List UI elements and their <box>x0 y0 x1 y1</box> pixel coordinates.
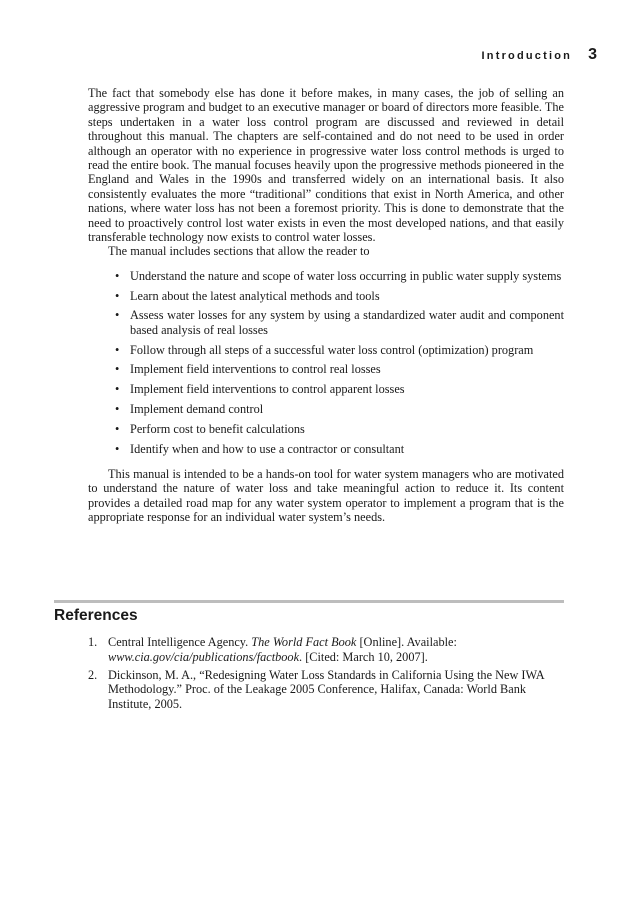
body-paragraph-1: The fact that somebody else has done it before makes, in many cases, the job of selling an aggressive program and budget to an executive manager or board of directors more feasible. The steps undertaken in a water loss control program are discussed and reviewed in detail throughout this manual. The chapters are self-contained and do not need to be used in order although an operator with no experience in progressive water loss control methods is urged to read the entire book. The manual focuses heavily upon the progressive methods pioneered in the England and Wales in the 1990s and transferred widely on an international basis. It also consistently evaluates the more “traditional” conditions that exist in North America, and other nations, where water loss has not been a foremost priority. This is done to demonstrate that the need to proactively control lost water exists in even the most developed nations, and that easily transferable technology now exists to control water losses. <box>88 86 564 245</box>
list-item <box>112 422 564 436</box>
running-header <box>482 46 597 64</box>
bullet-icon: • <box>115 288 120 303</box>
list-item <box>112 289 564 303</box>
reference-url: www.cia.gov/cia/publications/factbook <box>108 649 300 664</box>
references-list <box>88 635 564 715</box>
bullet-icon: • <box>115 402 120 417</box>
bullet-icon: • <box>115 421 120 436</box>
list-item-text: Assess water losses for any system by using a standardized water audit and component based analysis of real losses <box>130 308 564 337</box>
list-item-text: Implement field interventions to control real losses <box>130 362 381 377</box>
list-item <box>112 382 564 396</box>
list-item-text: Follow through all steps of a successful water loss control (optimization) program <box>130 342 534 357</box>
references-heading: References <box>54 607 138 624</box>
bullet-icon: • <box>115 268 120 283</box>
reference-number: 1. <box>88 635 98 649</box>
list-item <box>112 308 564 337</box>
closing-paragraph: This manual is intended to be a hands-on tool for water system managers who are motivated to understand the nature of water loss and take meaningful action to reduce it. Its content provides a detailed road map for any water system operator to implement a program that is the appropriate response for an individual water system’s needs. <box>88 467 564 525</box>
list-item-text: Understand the nature and scope of water loss occurring in public water supply systems <box>130 268 562 283</box>
reference-text-part: [Online]. Available: <box>356 635 457 649</box>
reference-item <box>88 635 564 665</box>
list-item <box>112 362 564 376</box>
bullet-icon: • <box>115 382 120 397</box>
list-item <box>112 402 564 416</box>
reference-title: The World Fact Book <box>251 635 357 649</box>
running-header-section-title: Introduction <box>481 50 573 62</box>
reference-text: Dickinson, M. A., “Redesigning Water Loss Standards in California Using the New IWA Methodology.” Proc. of the Leakage 2005 Conference, Halifax, Canada: World Bank Institute, 2005. <box>108 667 544 712</box>
list-item <box>112 343 564 357</box>
list-item <box>112 442 564 456</box>
list-item-text: Implement field interventions to control apparent losses <box>130 382 405 397</box>
list-item-text: Learn about the latest analytical methods and tools <box>130 288 380 303</box>
main-text <box>88 86 564 525</box>
list-item <box>112 269 564 283</box>
page-number: 3 <box>588 46 597 63</box>
bullet-icon: • <box>115 308 120 323</box>
bullet-list <box>88 269 564 456</box>
list-item-text: Implement demand control <box>130 402 264 417</box>
bullet-list-intro: The manual includes sections that allow the reader to <box>108 244 370 259</box>
reference-text-part: Central Intelligence Agency. <box>108 635 252 649</box>
bullet-icon: • <box>115 362 120 377</box>
section-divider <box>54 600 564 603</box>
list-item-text: Perform cost to benefit calculations <box>130 421 305 436</box>
reference-text-part: . [Cited: March 10, 2007]. <box>299 649 428 664</box>
reference-item <box>88 668 564 712</box>
reference-number: 2. <box>88 667 98 682</box>
bullet-icon: • <box>115 342 120 357</box>
list-item-text: Identify when and how to use a contractor or consultant <box>130 441 405 456</box>
bullet-icon: • <box>115 441 120 456</box>
